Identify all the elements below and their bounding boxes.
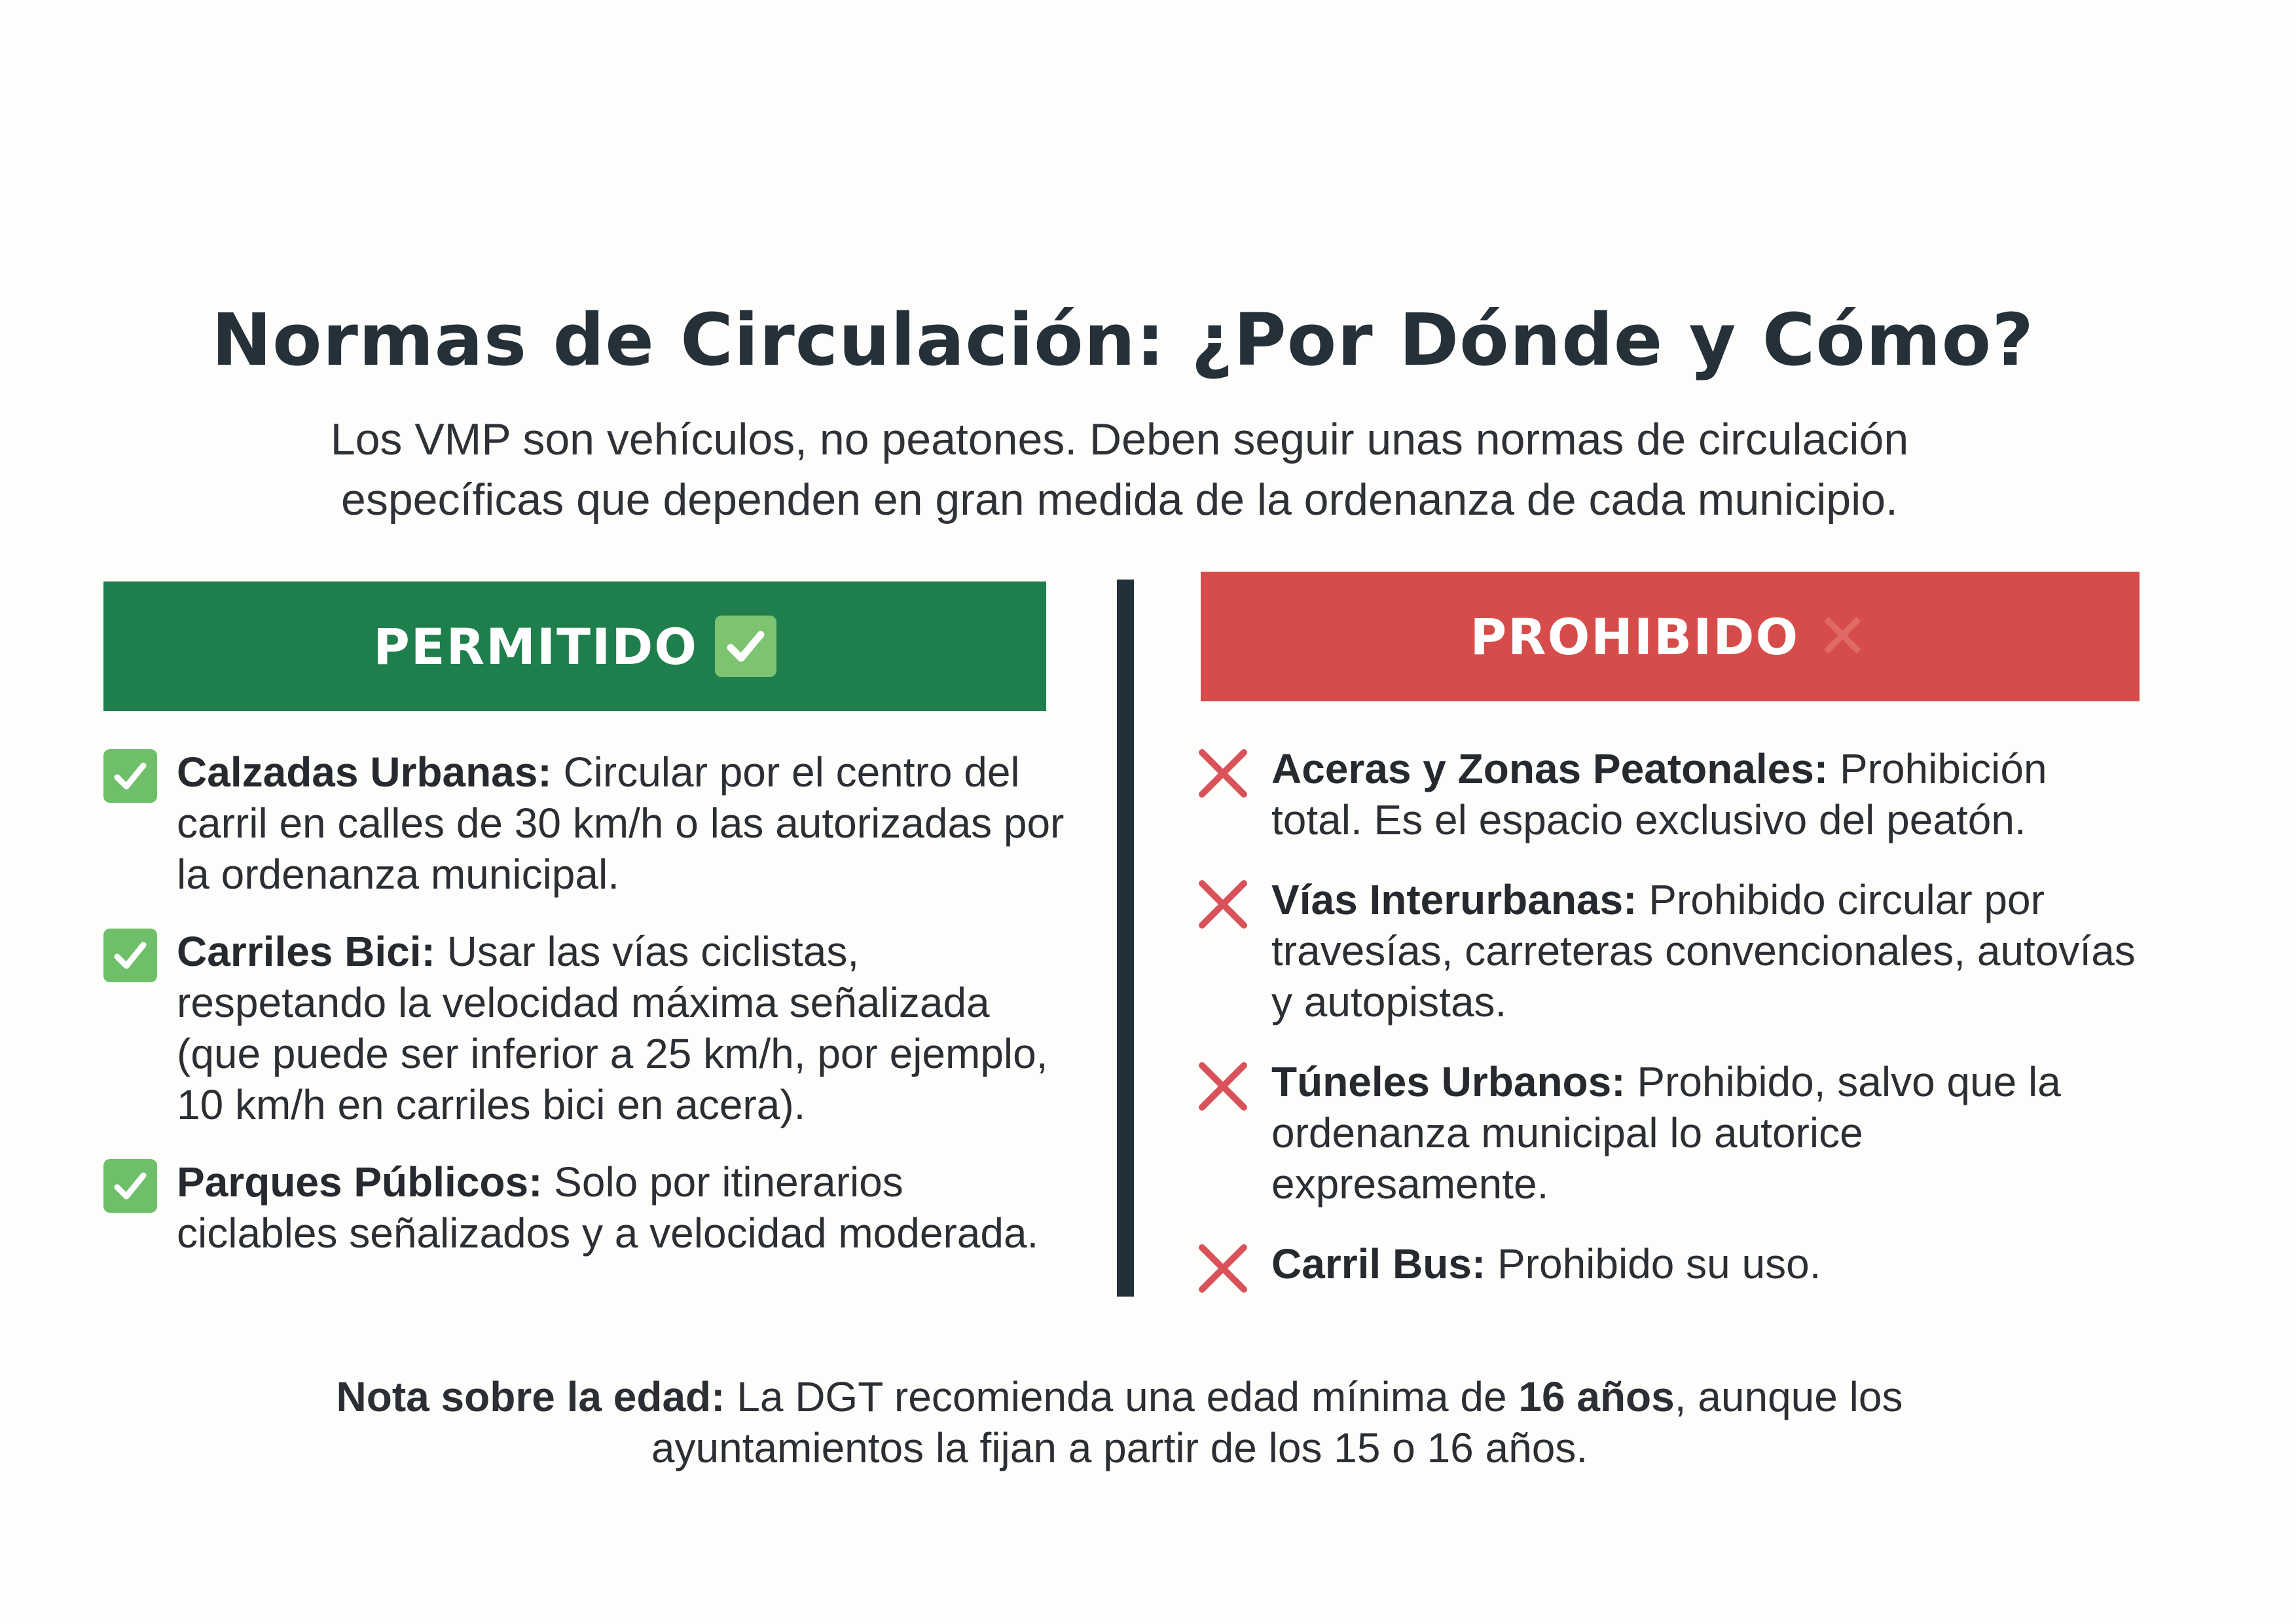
check-icon [715,616,776,677]
item-text [177,1156,1066,1259]
cross-icon [1195,877,1250,932]
list-item [1195,1056,2138,1209]
cross-icon [1195,1059,1250,1114]
note-highlight: 16 años [1518,1373,1675,1420]
item-label: Túneles Urbanos: [1271,1058,1626,1105]
item-text [1271,1056,2138,1209]
note-text-after: , aunque los ayuntamientos la fijan a partir de los 15 o 16 años. [651,1373,1903,1471]
note-label: Nota sobre la edad: [336,1373,725,1420]
page-subtitle [196,409,2043,530]
item-text [1271,874,2138,1027]
item-label: Aceras y Zonas Peatonales: [1271,745,1829,792]
list-item [103,747,1066,900]
item-text [177,926,1066,1130]
check-icon [103,929,157,982]
list-item [1195,1238,2138,1296]
item-label: Carril Bus: [1271,1240,1486,1287]
check-icon [103,749,157,803]
item-description: Solo por itinerarios ciclables señalizados y a velocidad moderada. [177,1158,1039,1257]
cross-icon: ✕ [1816,600,1870,673]
item-label: Carriles Bici: [177,928,435,975]
permitido-list [103,747,1066,1285]
check-icon [103,1159,157,1213]
age-note [262,1371,1977,1473]
list-item [1195,874,2138,1027]
prohibido-list [1195,743,2138,1325]
permitido-heading: PERMITIDO [373,617,698,676]
list-item [103,926,1066,1130]
list-item [103,1156,1066,1259]
column-divider [1117,580,1134,1297]
item-description: Prohibido circular por travesías, carreteras convencionales, autovías y autopistas. [1271,876,2136,1025]
permitido-banner [103,581,1046,711]
note-text-before: La DGT recomienda una edad mínima de [725,1373,1519,1420]
item-label: Parques Públicos: [177,1158,543,1206]
subtitle-line-1: Los VMP son vehículos, no peatones. Deben seguir unas normas de circulación [330,415,1909,464]
item-text [1271,1238,1821,1289]
item-label: Calzadas Urbanas: [177,748,552,796]
item-description: Prohibido su uso. [1485,1240,1821,1287]
page-title: Normas de Circulación: ¿Por Dónde y Cómo? [211,298,2035,382]
item-description: Circular por el centro del carril en calles de 30 km/h o las autorizadas por la ordenanza municipal. [177,748,1065,898]
prohibido-heading: PROHIBIDO [1470,607,1800,666]
list-item [1195,743,2138,845]
item-description: Prohibido, salvo que la ordenanza municipal lo autorice expresamente. [1271,1058,2061,1208]
cross-icon [1195,746,1250,801]
subtitle-line-2: específicas que dependen en gran medida de la ordenanza de cada municipio. [341,475,1898,525]
cross-icon [1195,1241,1250,1296]
item-text [177,747,1066,900]
item-text [1271,743,2138,845]
prohibido-banner [1201,572,2140,701]
item-description: Usar las vías ciclistas, respetando la velocidad máxima señalizada (que puede ser inferior a 25 km/h, por ejemplo, 10 km/h en carriles bici en acera). [177,928,1048,1128]
item-label: Vías Interurbanas: [1271,876,1637,923]
item-description: Prohibición total. Es el espacio exclusivo del peatón. [1271,745,2047,843]
